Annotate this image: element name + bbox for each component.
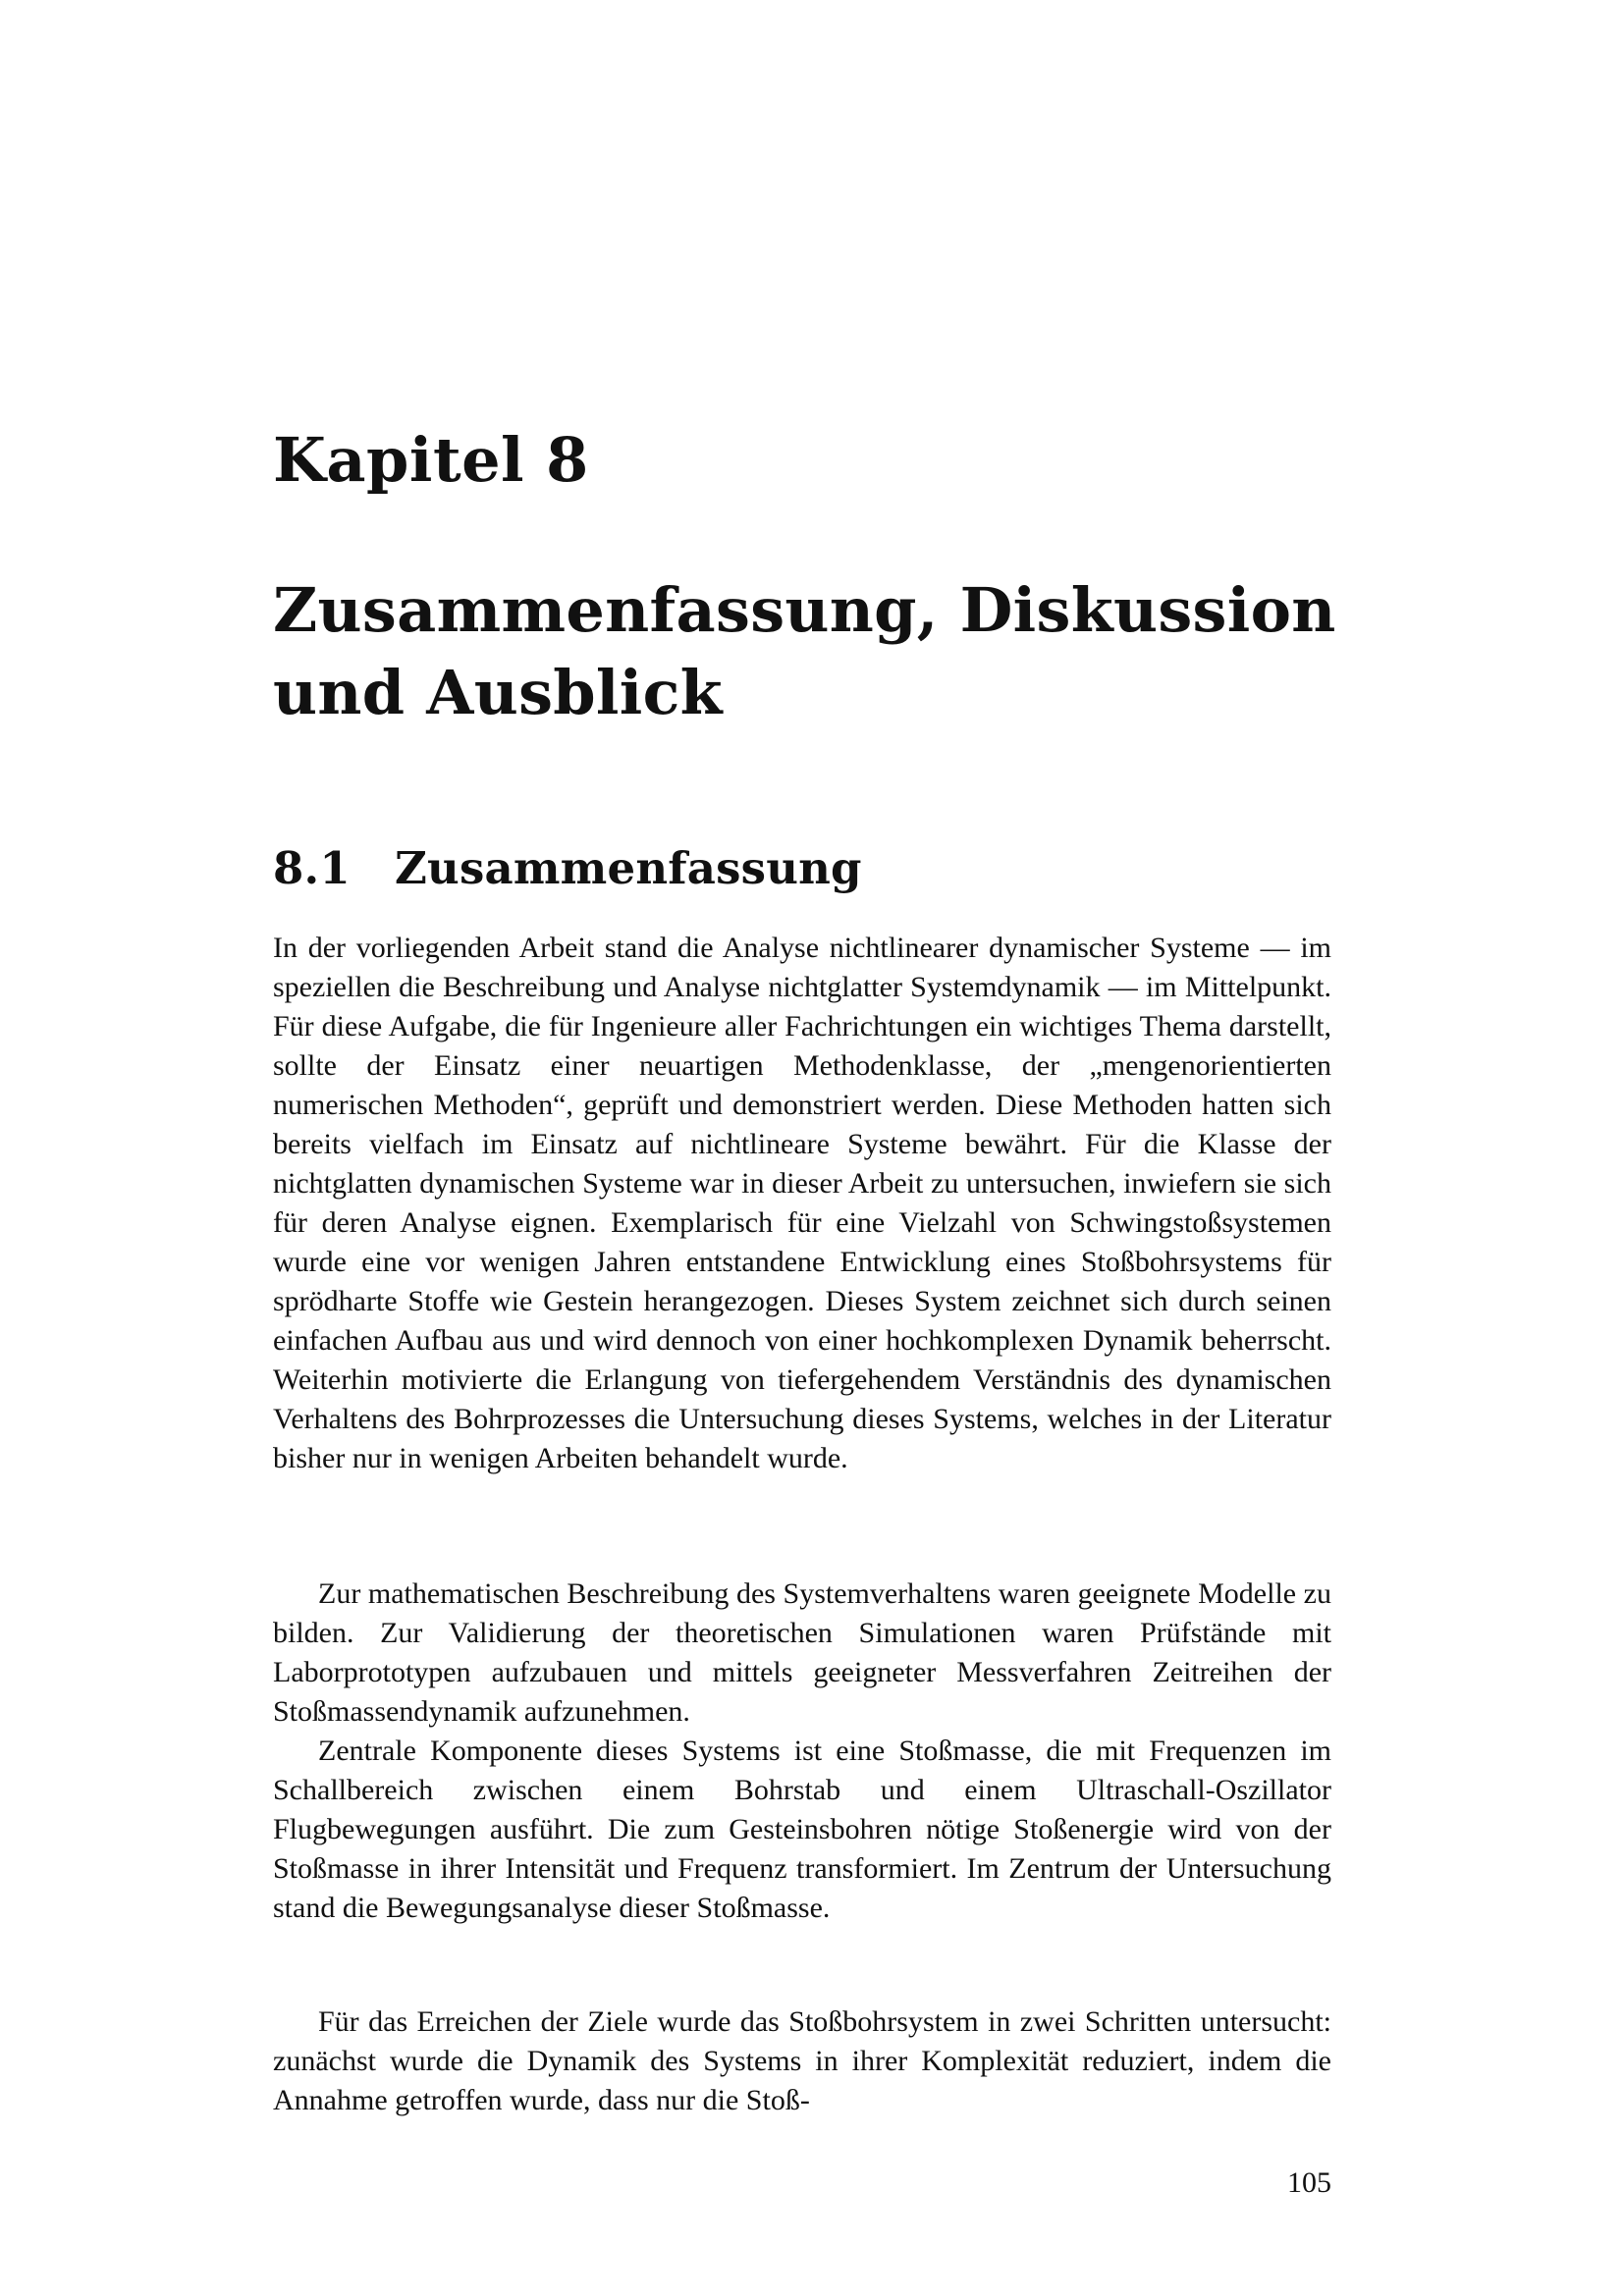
paragraph-3: Zentrale Komponente dieses Systems ist eine Stoßmasse, die mit Frequenzen im Schallbereich zwischen einem Bohrstab und einem Ultraschall-Oszillator Flugbewegungen ausführt. Die zum Gesteinsbohren nötige Stoßenergie wird von der Stoßmasse in ihrer Intensität und Frequenz transformiert. Im Zentrum der Untersuchung stand die Bewegungsanalyse dieser Stoßmasse. (273, 1735, 1331, 1924)
paragraph-4: Für das Erreichen der Ziele wurde das Stoßbohrsystem in zwei Schritten untersucht: zunächst wurde die Dynamik des Systems in ihrer Komplexität reduziert, indem die Annahme getroffen wurde, dass nur die Stoß- (273, 2005, 1331, 2116)
chapter-title: Zusammenfassung, Diskussion und Ausblick (273, 574, 1336, 728)
section-number: 8.1 (273, 842, 351, 894)
section-heading (273, 842, 862, 894)
page-number: 105 (1287, 2166, 1331, 2199)
paragraph-2: Zur mathematischen Beschreibung des Systemverhaltens waren geeignete Modelle zu bilden. Zur Validierung der theoretischen Simulationen waren Prüfstände mit Laborprototypen aufzubauen und mittels geeigneter Messverfahren Zeitreihen der Stoßmassendynamik aufzunehmen. (273, 1577, 1331, 1728)
section-title: Zusammenfassung (395, 842, 862, 894)
chapter-label: Kapitel 8 (273, 424, 589, 496)
paragraph-1: In der vorliegenden Arbeit stand die Analyse nichtlinearer dynamischer Systeme — im speziellen die Beschreibung und Analyse nichtglatter Systemdynamik — im Mittelpunkt. Für diese Aufgabe, die für Ingenieure aller Fachrichtungen ein wichtiges Thema darstellt, sollte der Einsatz einer neuartigen Methodenklasse, der „mengenorientierten numerischen Methoden“, geprüft und demonstriert werden. Diese Methoden hatten sich bereits vielfach im Einsatz auf nichtlineare Systeme bewährt. Für die Klasse der nichtglatten dynamischen Systeme war in dieser Arbeit zu untersuchen, inwiefern sie sich für deren Analyse eignen. Exemplarisch für eine Vielzahl von Schwingstoßsystemen wurde eine vor wenigen Jahren entstandene Entwicklung eines Stoßbohrsystems für sprödharte Stoffe wie Gestein herangezogen. Dieses System zeichnet sich durch seinen einfachen Aufbau aus und wird dennoch von einer hochkomplexen Dynamik beherrscht. Weiterhin motivierte die Erlangung von tiefergehendem Verständnis des dynamischen Verhaltens des Bohrprozesses die Untersuchung dieses Systems, welches in der Literatur bisher nur in wenigen Arbeiten behandelt wurde. (273, 932, 1331, 1474)
